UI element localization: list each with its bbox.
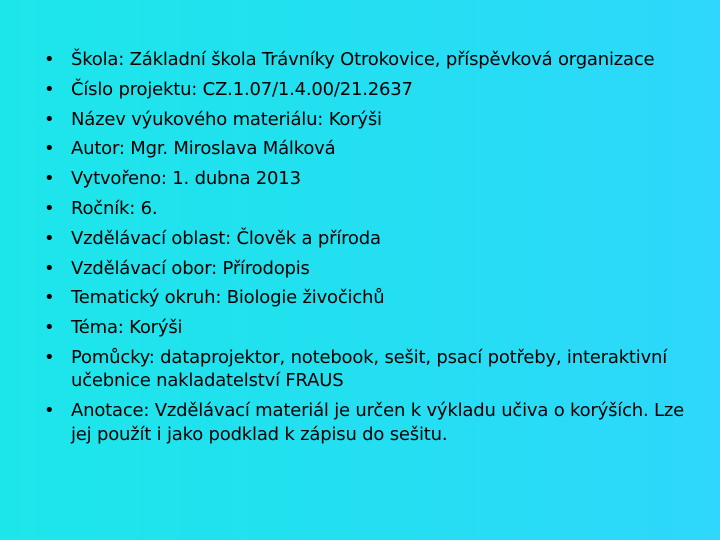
bullet-school: • Škola: Základní škola Trávníky Otrokovice, příspěvková organizace bbox=[44, 48, 694, 72]
bullet-author: • Autor: Mgr. Miroslava Málková bbox=[44, 137, 694, 161]
bullet-aids: • Pomůcky: dataprojektor, notebook, sešit, psací potřeby, interaktivní učebnice nakladatelství FRAUS bbox=[44, 346, 694, 393]
bullet-grade: • Ročník: 6. bbox=[44, 197, 694, 221]
bullet-topic: • Téma: Korýši bbox=[44, 316, 694, 340]
bullet-list bbox=[44, 48, 694, 453]
bullet-material-name: • Název výukového materiálu: Korýši bbox=[44, 108, 694, 132]
bullet-project-number: • Číslo projektu: CZ.1.07/1.4.00/21.2637 bbox=[44, 78, 694, 102]
bullet-created: • Vytvořeno: 1. dubna 2013 bbox=[44, 167, 694, 191]
bullet-educational-area: • Vzdělávací oblast: Člověk a příroda bbox=[44, 227, 694, 251]
bullet-thematic-area: • Tematický okruh: Biologie živočichů bbox=[44, 286, 694, 310]
bullet-subject: • Vzdělávací obor: Přírodopis bbox=[44, 257, 694, 281]
bullet-annotation: • Anotace: Vzdělávací materiál je určen k výkladu učiva o korýších. Lze jej použít i jako podklad k zápisu do sešitu. bbox=[44, 399, 694, 446]
